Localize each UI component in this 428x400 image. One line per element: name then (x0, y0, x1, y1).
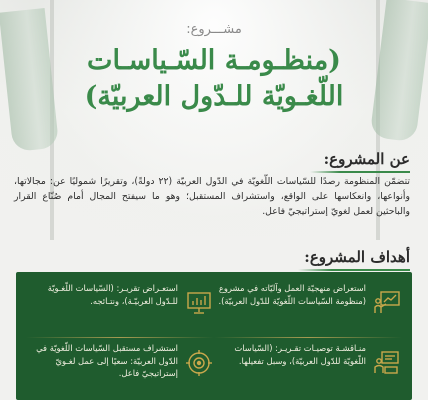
project-title-line2: اللّغـويّة للـدّول العربيّة) (84, 81, 344, 112)
goals-panel (16, 272, 412, 400)
header (0, 22, 428, 115)
goal-text: استعـراض تقريـر: (السّياسات اللّغـويّة للـدّول العربيّـة)، ونتـائجه. (47, 283, 178, 306)
goal-divider (214, 337, 402, 338)
report-chart-icon (184, 288, 214, 318)
about-heading: عن المشروع: (310, 150, 410, 175)
goal-text: استشراف مستقبل السّياسات اللّغويّة في الدّول العربيّة: سعيًا إلى عمل لغـويّ إستراتيجيّ فاعل. (36, 343, 178, 378)
goal-text: منـاقشـة توصيـات تقـريـر: (السّياسات اللّغويّة للدّول العربيّة)، وسبل تفعيلها. (234, 343, 366, 366)
project-kicker: مشـــروع: (186, 22, 242, 37)
goal-item (214, 342, 402, 398)
discussion-icon (372, 348, 402, 378)
about-paragraph: تتضمّن المنظومة رصدًا للسّياسات اللّغويّة في الدّول العربيّة (٢٢ دولةً)، وتقريرًا شموليًا عن: مجالاتها، وأنواعها، وانعكاسها على الواقع، واستشراف المستقبل؛ وهو ما سيفتح المجال أمام صُنّاع القرار والباحثين لعمل لغويّ إستراتيجيّ فاعل. (14, 176, 410, 217)
presentation-chart-icon (372, 288, 402, 318)
goal-item (26, 282, 214, 338)
foresight-icon (184, 348, 214, 378)
goal-text: استعراض منهجيّة العمل وآليّاته في مشروع (منظومة السّياسات اللّغويّة للدّول العربيّة). (218, 283, 366, 306)
project-title-line1: (منظـومـة السّـياسـات (87, 45, 341, 76)
goal-item (26, 342, 214, 398)
goals-heading: أهداف المشروع: (298, 248, 410, 273)
goal-divider (26, 337, 214, 338)
goal-item (214, 282, 402, 338)
